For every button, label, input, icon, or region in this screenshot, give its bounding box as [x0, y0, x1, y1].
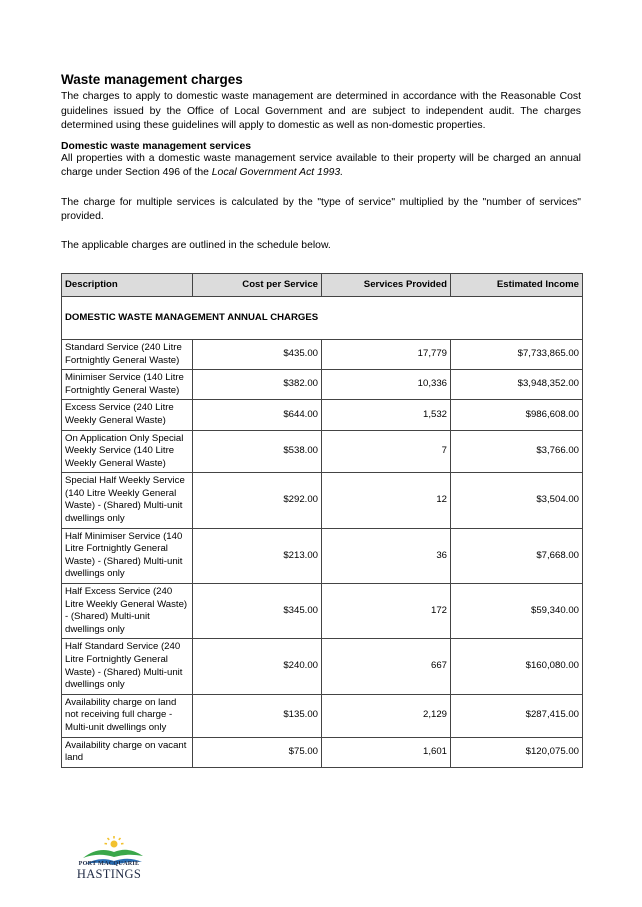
- cell-income: $7,668.00: [451, 528, 583, 583]
- table-row: [62, 473, 583, 528]
- logo-line-2: HASTINGS: [76, 867, 142, 881]
- cell-description: Standard Service (240 Litre Fortnightly General Waste): [62, 339, 193, 369]
- cell-description: Special Half Weekly Service (140 Litre Weekly General Waste) - (Shared) Multi-unit dwellings only: [62, 473, 193, 528]
- act-reference: Local Government Act 1993.: [211, 167, 344, 179]
- cell-description: Minimiser Service (140 Litre Fortnightly General Waste): [62, 370, 193, 400]
- cell-description: On Application Only Special Weekly Service (140 Litre Weekly General Waste): [62, 430, 193, 473]
- cell-services: 10,336: [322, 370, 451, 400]
- section-paragraph-3: The applicable charges are outlined in the schedule below.: [61, 240, 331, 252]
- cell-description: Availability charge on land not receiving full charge - Multi-unit dwellings only: [62, 694, 193, 737]
- cell-income: $120,075.00: [451, 737, 583, 767]
- cell-cost: $644.00: [193, 400, 322, 430]
- cell-description: Half Standard Service (240 Litre Fortnightly General Waste) - (Shared) Multi-unit dwellings only: [62, 639, 193, 694]
- cell-cost: $240.00: [193, 639, 322, 694]
- table-row: [62, 584, 583, 639]
- cell-cost: $135.00: [193, 694, 322, 737]
- cell-services: 7: [322, 430, 451, 473]
- cell-description: Availability charge on vacant land: [62, 737, 193, 767]
- cell-services: 36: [322, 528, 451, 583]
- cell-services: 172: [322, 584, 451, 639]
- section-paragraph-1: [61, 152, 581, 181]
- cell-services: 2,129: [322, 694, 451, 737]
- cell-description: Half Minimiser Service (140 Litre Fortnightly General Waste) - (Shared) Multi-unit dwellings only: [62, 528, 193, 583]
- table-row: [62, 400, 583, 430]
- cell-income: $160,080.00: [451, 639, 583, 694]
- cell-services: 1,601: [322, 737, 451, 767]
- cell-description: Excess Service (240 Litre Weekly General Waste): [62, 400, 193, 430]
- table-row: [62, 639, 583, 694]
- header-income: Estimated Income: [451, 273, 583, 296]
- logo-line-1: PORT MACQUARIE: [78, 860, 140, 867]
- cell-income: $986,608.00: [451, 400, 583, 430]
- hills-icon: [83, 850, 143, 858]
- cell-services: 667: [322, 639, 451, 694]
- cell-cost: $345.00: [193, 584, 322, 639]
- table-row: [62, 430, 583, 473]
- header-services: Services Provided: [322, 273, 451, 296]
- section-title: DOMESTIC WASTE MANAGEMENT ANNUAL CHARGES: [62, 296, 583, 339]
- cell-cost: $213.00: [193, 528, 322, 583]
- header-description: Description: [62, 273, 193, 296]
- cell-cost: $538.00: [193, 430, 322, 473]
- sun-icon: [105, 836, 124, 848]
- cell-services: 1,532: [322, 400, 451, 430]
- charges-table: [61, 273, 583, 768]
- section-paragraph-2: The charge for multiple services is calculated by the "type of service" multiplied by the "number of services" provided.: [61, 196, 581, 223]
- table-row: [62, 737, 583, 767]
- cell-income: $7,733,865.00: [451, 339, 583, 369]
- cell-cost: $435.00: [193, 339, 322, 369]
- cell-cost: $292.00: [193, 473, 322, 528]
- table-section-row: [62, 296, 583, 339]
- cell-services: 17,779: [322, 339, 451, 369]
- section-subheading: Domestic waste management services: [61, 140, 252, 152]
- intro-paragraph: The charges to apply to domestic waste management are determined in accordance with the Reasonable Cost guidelines issued by the Office of Local Government and are subject to independent audit. The charges determined using these guidelines will apply to domestic as well as non-domestic properties.: [61, 91, 581, 132]
- cell-income: $3,948,352.00: [451, 370, 583, 400]
- table-row: [62, 694, 583, 737]
- document-page: [61, 72, 581, 768]
- cell-income: $287,415.00: [451, 694, 583, 737]
- cell-income: $3,504.00: [451, 473, 583, 528]
- table-row: [62, 339, 583, 369]
- cell-services: 12: [322, 473, 451, 528]
- cell-income: $59,340.00: [451, 584, 583, 639]
- header-cost: Cost per Service: [193, 273, 322, 296]
- cell-cost: $382.00: [193, 370, 322, 400]
- table-header-row: [62, 273, 583, 296]
- cell-cost: $75.00: [193, 737, 322, 767]
- page-title: Waste management charges: [61, 72, 243, 87]
- para1-text: All properties with a domestic waste management service available to their property will be charged an annual charge under Section 496 of the: [61, 152, 581, 179]
- cell-description: Half Excess Service (240 Litre Weekly General Waste) - (Shared) Multi-unit dwellings only: [62, 584, 193, 639]
- cell-income: $3,766.00: [451, 430, 583, 473]
- table-row: [62, 370, 583, 400]
- table-row: [62, 528, 583, 583]
